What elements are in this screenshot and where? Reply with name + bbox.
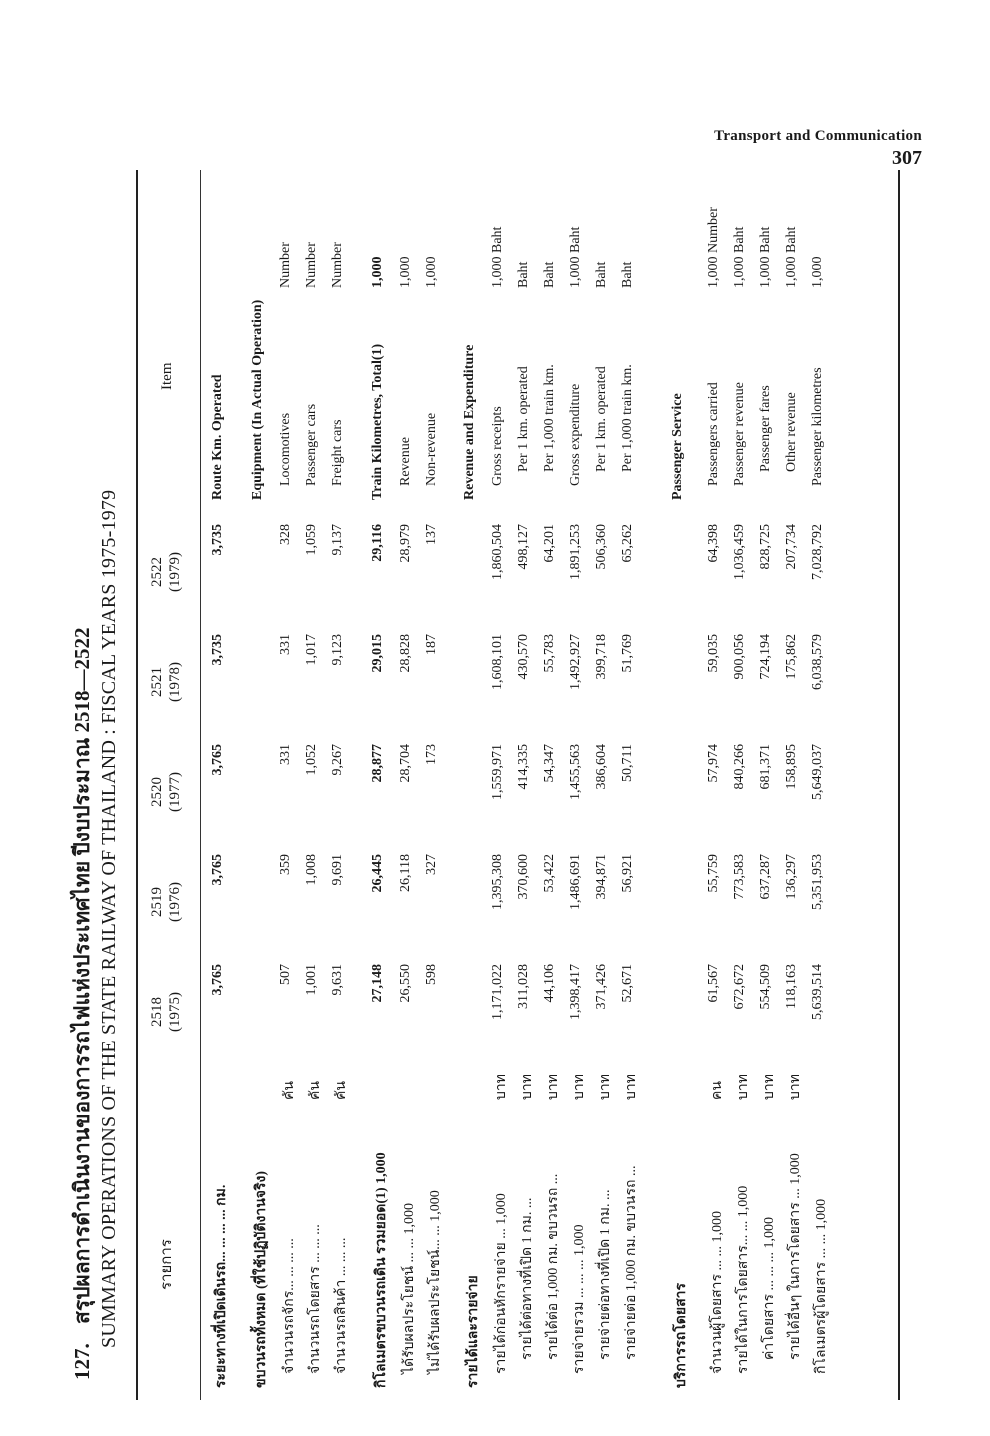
row-label-english: Gross receipts xyxy=(490,406,505,486)
row-label-thai: ค่าโดยสาร ... ... ... 1,000 xyxy=(762,1217,777,1360)
row-value: 430,570 xyxy=(516,634,531,680)
row-label-english: Equipment (In Actual Operation) xyxy=(250,299,265,500)
header-english-item: Item xyxy=(159,362,175,390)
row-label-thai: บริการรถโดยสาร xyxy=(674,1283,689,1388)
row-value: 29,015 xyxy=(370,634,385,673)
row-label-thai: รายได้และรายจ่าย xyxy=(466,1275,481,1388)
row-value: 1,455,563 xyxy=(568,744,583,800)
table-row xyxy=(620,170,646,1400)
row-label-english: Other revenue xyxy=(784,392,799,472)
header-year-5: 2522 (1979) xyxy=(149,552,183,592)
row-unit-thai: บาท xyxy=(788,1074,803,1100)
row-unit-thai: บาท xyxy=(762,1074,777,1100)
row-label-thai: รายได้ต่อทางที่เปิด 1 กม. ... xyxy=(520,1197,535,1360)
table-number: 127. xyxy=(70,1343,94,1380)
table-row xyxy=(278,170,304,1400)
row-value: 1,008 xyxy=(304,854,319,886)
row-unit-english: 1,000 Baht xyxy=(732,226,747,288)
row-unit-thai: คน xyxy=(710,1081,725,1100)
row-value: 371,426 xyxy=(594,964,609,1010)
table-row xyxy=(370,170,396,1400)
row-label-english: Revenue and Expenditure xyxy=(462,344,477,500)
row-label-english: Locomotives xyxy=(278,412,293,486)
row-value: 158,895 xyxy=(784,744,799,790)
table-row xyxy=(810,170,836,1400)
row-value: 28,704 xyxy=(398,744,413,783)
row-value: 7,028,792 xyxy=(810,524,825,580)
row-value: 507 xyxy=(278,964,293,985)
row-label-english: Per 1 km. operated xyxy=(516,366,531,472)
row-value: 53,422 xyxy=(542,854,557,893)
table-row xyxy=(670,170,696,1400)
row-unit-thai: บาท xyxy=(598,1074,613,1100)
row-value: 26,118 xyxy=(398,854,413,892)
row-unit-english: 1,000 xyxy=(810,256,825,288)
row-label-thai: ระยะทางที่เปิดเดินรถ... ... ... ... กม. xyxy=(214,1184,229,1388)
row-value: 57,974 xyxy=(706,744,721,783)
row-value: 28,828 xyxy=(398,634,413,673)
row-value: 5,639,514 xyxy=(810,964,825,1020)
row-unit-english: 1,000 Baht xyxy=(568,226,583,288)
row-unit-english: Baht xyxy=(594,261,609,288)
row-value: 207,734 xyxy=(784,524,799,570)
row-value: 828,725 xyxy=(758,524,773,570)
table-row xyxy=(568,170,594,1400)
row-value: 26,550 xyxy=(398,964,413,1003)
row-value: 64,398 xyxy=(706,524,721,563)
page-number: 307 xyxy=(892,147,922,169)
row-value: 137 xyxy=(424,524,439,545)
row-value: 327 xyxy=(424,854,439,875)
row-unit-english: Number xyxy=(304,242,319,288)
row-label-thai: รายจ่ายต่อทางที่เปิด 1 กม. ... xyxy=(598,1189,613,1360)
row-value: 55,783 xyxy=(542,634,557,673)
table-row xyxy=(594,170,620,1400)
row-label-thai: จำนวนรถโดยสาร ... ... ... xyxy=(308,1224,323,1374)
row-label-english: Train Kilometres, Total(1) xyxy=(370,343,385,500)
row-value: 9,631 xyxy=(330,964,345,996)
row-value: 6,038,579 xyxy=(810,634,825,690)
row-unit-english: Number xyxy=(330,242,345,288)
row-value: 328 xyxy=(278,524,293,545)
row-label-thai: ไม่ได้รับผลประโยชน์... ... 1,000 xyxy=(428,1190,443,1374)
row-value: 54,347 xyxy=(542,744,557,783)
row-value: 26,445 xyxy=(370,854,385,893)
row-value: 3,735 xyxy=(210,634,225,666)
row-label-english: Passenger Service xyxy=(670,393,685,500)
row-label-thai: จำนวนรถสินค้า ... ... ... xyxy=(334,1237,349,1374)
row-unit-english: 1,000 Number xyxy=(706,207,721,288)
row-label-english: Passenger fares xyxy=(758,385,773,472)
row-label-english: Passenger cars xyxy=(304,403,319,486)
row-value: 637,287 xyxy=(758,854,773,900)
table-row xyxy=(706,170,732,1400)
row-label-thai: กิโลเมตรขบวนรถเดิน รวมยอด(1) 1,000 xyxy=(374,1152,389,1388)
row-value: 1,559,971 xyxy=(490,744,505,800)
row-value: 311,028 xyxy=(516,964,531,1009)
row-value: 724,194 xyxy=(758,634,773,680)
section-title: Transport and Communication xyxy=(714,128,922,144)
table-header xyxy=(148,170,192,1400)
row-label-thai: ได้รับผลประโยชน์ ... ... 1,000 xyxy=(402,1202,417,1374)
row-label-english: Gross expenditure xyxy=(568,383,583,486)
row-label-english: Freight cars xyxy=(330,419,345,486)
table-row xyxy=(758,170,784,1400)
row-value: 64,201 xyxy=(542,524,557,563)
row-value: 59,035 xyxy=(706,634,721,673)
header-thai-item: รายการ xyxy=(159,1239,175,1290)
row-unit-thai: บาท xyxy=(624,1074,639,1100)
row-value: 5,649,037 xyxy=(810,744,825,800)
row-value: 173 xyxy=(424,744,439,765)
row-value: 175,862 xyxy=(784,634,799,680)
row-value: 1,608,101 xyxy=(490,634,505,690)
row-value: 28,877 xyxy=(370,744,385,783)
header-year-2: 2519 (1976) xyxy=(149,882,183,922)
row-unit-english: 1,000 Baht xyxy=(490,226,505,288)
row-value: 554,509 xyxy=(758,964,773,1010)
row-value: 598 xyxy=(424,964,439,985)
table-title-thai xyxy=(66,627,99,1380)
row-value: 1,001 xyxy=(304,964,319,996)
table-row xyxy=(250,170,276,1400)
row-value: 3,735 xyxy=(210,524,225,556)
row-unit-thai: คัน xyxy=(308,1081,323,1100)
row-unit-thai: บาท xyxy=(546,1074,561,1100)
row-label-english: Passengers carried xyxy=(706,382,721,486)
row-value: 9,137 xyxy=(330,524,345,556)
row-value: 681,371 xyxy=(758,744,773,790)
table-row xyxy=(424,170,450,1400)
row-label-thai: รายได้ในการโดยสาร... ... 1,000 xyxy=(736,1185,751,1374)
row-value: 773,583 xyxy=(732,854,747,900)
row-value: 900,056 xyxy=(732,634,747,680)
row-unit-english: 1,000 xyxy=(370,256,385,288)
row-value: 1,486,691 xyxy=(568,854,583,910)
row-unit-thai: บาท xyxy=(736,1074,751,1100)
row-value: 386,604 xyxy=(594,744,609,790)
row-unit-thai: บาท xyxy=(572,1074,587,1100)
row-value: 359 xyxy=(278,854,293,875)
row-unit-thai: คัน xyxy=(334,1081,349,1100)
table-row xyxy=(732,170,758,1400)
row-value: 3,765 xyxy=(210,854,225,886)
row-unit-english: 1,000 Baht xyxy=(758,226,773,288)
row-value: 1,052 xyxy=(304,744,319,776)
row-value: 136,297 xyxy=(784,854,799,900)
row-value: 414,335 xyxy=(516,744,531,790)
header-rule xyxy=(200,170,201,1400)
row-label-thai: กิโลเมตรผู้โดยสาร ... ... 1,000 xyxy=(814,1198,829,1374)
row-value: 28,979 xyxy=(398,524,413,563)
row-value: 498,127 xyxy=(516,524,531,570)
table-row xyxy=(490,170,516,1400)
row-value: 3,765 xyxy=(210,744,225,776)
row-value: 3,765 xyxy=(210,964,225,996)
row-unit-english: Baht xyxy=(542,261,557,288)
row-label-thai: จำนวนผู้โดยสาร ... ... 1,000 xyxy=(710,1210,725,1374)
table-row xyxy=(516,170,542,1400)
header-year-1: 2518 (1975) xyxy=(149,992,183,1032)
row-value: 1,017 xyxy=(304,634,319,666)
row-value: 1,171,022 xyxy=(490,964,505,1020)
bottom-rule xyxy=(898,170,900,1400)
row-value: 61,567 xyxy=(706,964,721,1003)
row-value: 9,691 xyxy=(330,854,345,886)
row-value: 1,036,459 xyxy=(732,524,747,580)
row-label-english: Per 1,000 train km. xyxy=(620,364,635,472)
row-label-english: Passenger kilometres xyxy=(810,367,825,486)
row-unit-english: 1,000 Baht xyxy=(784,226,799,288)
row-value: 506,360 xyxy=(594,524,609,570)
row-value: 65,262 xyxy=(620,524,635,563)
header-year-4: 2521 (1978) xyxy=(149,662,183,702)
row-value: 9,123 xyxy=(330,634,345,666)
table-row xyxy=(462,170,488,1400)
row-value: 394,871 xyxy=(594,854,609,900)
title-thai-text: สรุปผลการดำเนินงานของการรถไฟแห่งประเทศไทย ปีงบประมาณ 2518—2522 xyxy=(70,627,94,1324)
row-value: 51,769 xyxy=(620,634,635,673)
row-unit-thai: บาท xyxy=(520,1074,535,1100)
row-value: 5,351,953 xyxy=(810,854,825,910)
row-value: 840,266 xyxy=(732,744,747,790)
row-value: 399,718 xyxy=(594,634,609,680)
table-row xyxy=(542,170,568,1400)
row-unit-english: 1,000 xyxy=(424,256,439,288)
row-value: 1,860,504 xyxy=(490,524,505,580)
row-value: 1,492,927 xyxy=(568,634,583,690)
row-value: 187 xyxy=(424,634,439,655)
row-label-english: Non-revenue xyxy=(424,412,439,486)
row-unit-english: Baht xyxy=(516,261,531,288)
row-value: 1,398,417 xyxy=(568,964,583,1020)
row-value: 50,711 xyxy=(620,744,635,782)
row-value: 370,600 xyxy=(516,854,531,900)
row-unit-thai: บาท xyxy=(494,1074,509,1100)
row-label-english: Per 1,000 train km. xyxy=(542,364,557,472)
header-year-3: 2520 (1977) xyxy=(149,772,183,812)
row-value: 44,106 xyxy=(542,964,557,1003)
rotated-table-page xyxy=(60,150,910,1400)
row-label-thai: รายได้อื่นๆ ในการโดยสาร ... 1,000 xyxy=(788,1153,803,1360)
row-label-thai: ขบวนรถทั้งหมด (ที่ใช้ปฏิบัติงานจริง) xyxy=(254,1171,269,1388)
row-value: 9,267 xyxy=(330,744,345,776)
row-value: 1,059 xyxy=(304,524,319,556)
row-label-thai: รายจ่ายต่อ 1,000 กม. ขบวนรถ ... xyxy=(624,1165,639,1360)
row-label-thai: จำนวนรถจักร... ... ... ... xyxy=(282,1238,297,1374)
row-value: 1,891,253 xyxy=(568,524,583,580)
table-title-english: SUMMARY OPERATIONS OF THE STATE RAILWAY OF THAILAND : FISCAL YEARS 1975-1979 xyxy=(98,489,120,1348)
row-value: 56,921 xyxy=(620,854,635,893)
row-unit-english: Baht xyxy=(620,261,635,288)
table-row xyxy=(210,170,236,1400)
row-value: 55,759 xyxy=(706,854,721,893)
table-row xyxy=(304,170,330,1400)
row-value: 52,671 xyxy=(620,964,635,1003)
row-value: 29,116 xyxy=(370,524,385,562)
row-value: 27,148 xyxy=(370,964,385,1003)
row-label-thai: รายได้ก่อนหักรายจ่าย ... 1,000 xyxy=(494,1193,509,1374)
row-unit-english: 1,000 xyxy=(398,256,413,288)
row-label-english: Passenger revenue xyxy=(732,382,747,486)
table-row xyxy=(398,170,424,1400)
top-rule xyxy=(136,170,138,1400)
row-label-thai: รายจ่ายรวม ... ... ... 1,000 xyxy=(572,1224,587,1374)
row-label-english: Route Km. Operated xyxy=(210,374,225,500)
row-value: 1,395,308 xyxy=(490,854,505,910)
table-row xyxy=(784,170,810,1400)
table-row xyxy=(330,170,356,1400)
row-value: 331 xyxy=(278,744,293,765)
row-unit-english: Number xyxy=(278,242,293,288)
row-value: 118,163 xyxy=(784,964,799,1009)
row-unit-thai: คัน xyxy=(282,1081,297,1100)
row-value: 331 xyxy=(278,634,293,655)
row-value: 672,672 xyxy=(732,964,747,1010)
row-label-thai: รายได้ต่อ 1,000 กม. ขบวนรถ ... xyxy=(546,1173,561,1360)
row-label-english: Revenue xyxy=(398,437,413,486)
row-label-english: Per 1 km. operated xyxy=(594,366,609,472)
